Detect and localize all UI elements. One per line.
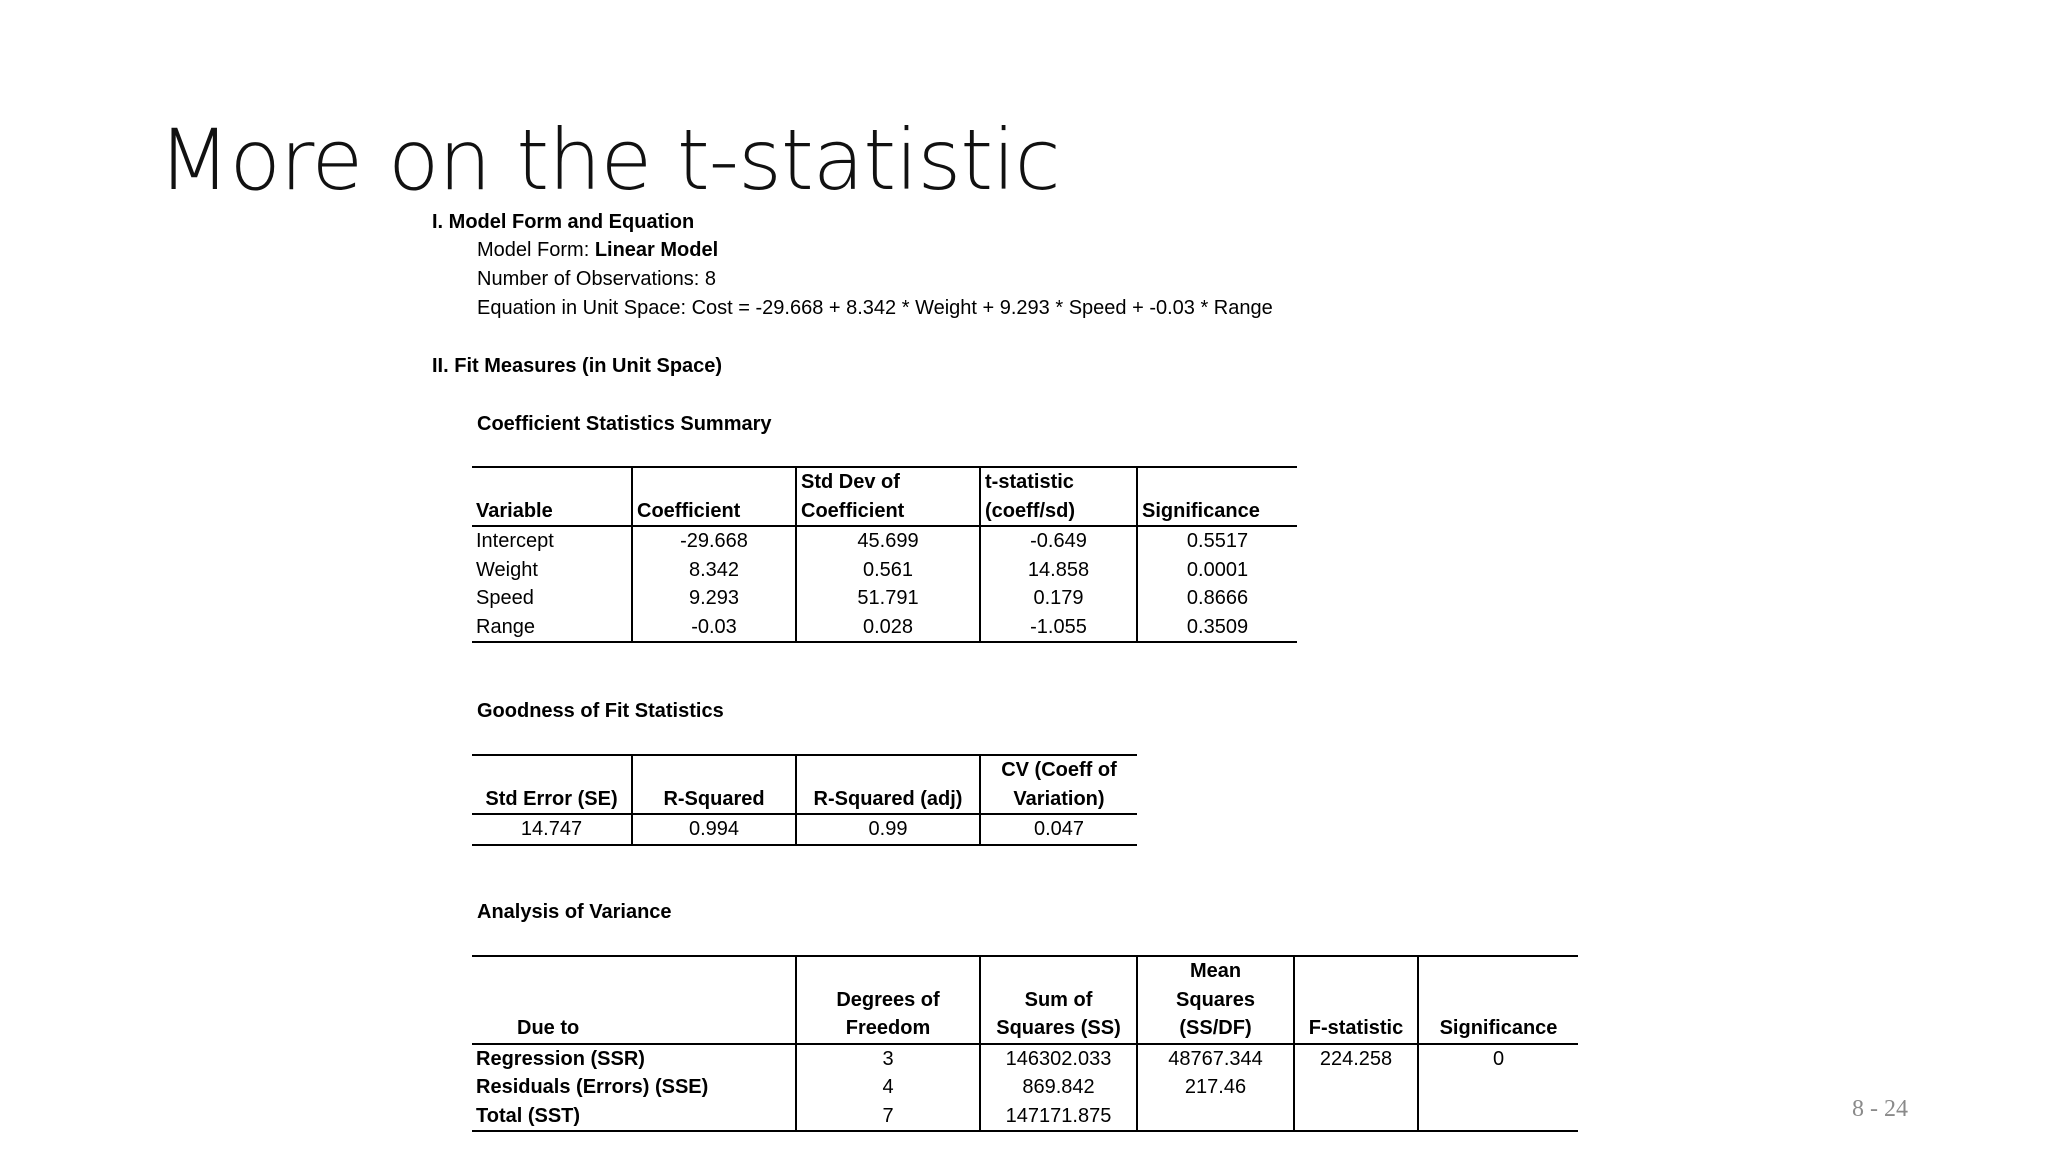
anova-cell-ms: 48767.344 bbox=[1137, 1044, 1294, 1074]
section2-heading: II. Fit Measures (in Unit Space) bbox=[432, 355, 723, 377]
table-row bbox=[472, 556, 1297, 585]
fit-table-title: Goodness of Fit Statistics bbox=[477, 700, 724, 722]
anova-table bbox=[472, 955, 1578, 1132]
coef-cell-coefficient: 8.342 bbox=[632, 556, 796, 585]
coef-cell-significance: 0.3509 bbox=[1186, 615, 1249, 638]
fit-header-row bbox=[472, 755, 1137, 814]
coef-header-tstat: t-statistic (coeff/sd) bbox=[980, 467, 1137, 526]
table-row bbox=[472, 526, 1297, 556]
anova-cell-ss: 869.842 bbox=[980, 1073, 1137, 1102]
goodness-of-fit-table bbox=[472, 754, 1137, 846]
anova-table-title: Analysis of Variance bbox=[477, 901, 672, 923]
anova-cell-significance: 0 bbox=[1492, 1047, 1505, 1070]
table-row bbox=[472, 613, 1297, 643]
anova-header-ss: Sum of Squares (SS) bbox=[980, 956, 1137, 1044]
table-row bbox=[472, 1073, 1578, 1102]
slide-title: More on the t-statistic bbox=[158, 111, 1060, 209]
anova-cell-ss: 146302.033 bbox=[980, 1044, 1137, 1074]
fit-cell-cv: 0.047 bbox=[1033, 818, 1085, 840]
coefficient-table bbox=[472, 466, 1297, 643]
anova-header-f: F-statistic bbox=[1294, 956, 1418, 1044]
anova-cell-due-to: Residuals (Errors) (SSE) bbox=[472, 1073, 796, 1102]
anova-cell-ms: 217.46 bbox=[1137, 1073, 1294, 1102]
anova-cell-significance bbox=[1418, 1073, 1578, 1102]
fit-header-cv: CV (Coeff of Variation) bbox=[1001, 759, 1117, 810]
coef-header-row bbox=[472, 467, 1297, 526]
fit-header-rsq: R-Squared bbox=[632, 755, 796, 814]
table-row bbox=[472, 1044, 1578, 1074]
anova-header-row bbox=[472, 956, 1578, 1044]
coef-cell-tstat: -1.055 bbox=[980, 613, 1137, 643]
observations-line: Number of Observations: 8 bbox=[477, 268, 716, 290]
section1-heading: I. Model Form and Equation bbox=[432, 211, 695, 233]
anova-cell-due-to: Total (SST) bbox=[472, 1102, 796, 1132]
anova-cell-ms bbox=[1137, 1102, 1294, 1132]
coef-cell-coefficient: -29.668 bbox=[632, 526, 796, 556]
table-row bbox=[472, 814, 1137, 845]
coef-cell-significance: 0.5517 bbox=[1186, 530, 1249, 552]
coef-cell-variable: Range bbox=[472, 613, 632, 643]
table-row bbox=[472, 1102, 1578, 1132]
anova-header-due-to: Due to bbox=[472, 956, 796, 1044]
coef-header-variable: Variable bbox=[472, 467, 632, 526]
page-number: 8 - 24 bbox=[1852, 1096, 1908, 1122]
coef-table-title: Coefficient Statistics Summary bbox=[477, 413, 772, 435]
coef-cell-stddev: 0.028 bbox=[796, 613, 980, 643]
coef-cell-tstat: 14.858 bbox=[980, 556, 1137, 585]
anova-cell-f bbox=[1294, 1102, 1418, 1132]
anova-cell-f: 224.258 bbox=[1294, 1044, 1418, 1074]
coef-cell-variable: Speed bbox=[472, 584, 632, 613]
anova-cell-df: 4 bbox=[796, 1073, 980, 1102]
equation-line: Equation in Unit Space: Cost = -29.668 + 8.342 * Weight + 9.293 * Speed + -0.03 * Range bbox=[477, 297, 1273, 319]
coef-header-significance: Significance bbox=[1142, 499, 1260, 522]
model-form-label: Model Form: bbox=[477, 239, 590, 261]
anova-header-df: Degrees of Freedom bbox=[796, 956, 980, 1044]
anova-cell-df: 3 bbox=[796, 1044, 980, 1074]
fit-header-se: Std Error (SE) bbox=[472, 755, 632, 814]
table-row bbox=[472, 584, 1297, 613]
coef-cell-stddev: 51.791 bbox=[796, 584, 980, 613]
coef-cell-variable: Weight bbox=[472, 556, 632, 585]
coef-cell-coefficient: 9.293 bbox=[632, 584, 796, 613]
fit-cell-rsq-adj: 0.99 bbox=[796, 814, 980, 845]
model-form-line bbox=[477, 238, 718, 262]
coef-cell-coefficient: -0.03 bbox=[632, 613, 796, 643]
anova-header-significance: Significance bbox=[1439, 1017, 1558, 1039]
fit-cell-rsq: 0.994 bbox=[632, 814, 796, 845]
anova-cell-due-to: Regression (SSR) bbox=[472, 1044, 796, 1074]
anova-cell-f bbox=[1294, 1073, 1418, 1102]
coef-cell-tstat: 0.179 bbox=[980, 584, 1137, 613]
anova-cell-significance bbox=[1418, 1102, 1578, 1132]
coef-cell-tstat: -0.649 bbox=[980, 526, 1137, 556]
coef-cell-stddev: 45.699 bbox=[796, 526, 980, 556]
coef-header-stddev: Std Dev of Coefficient bbox=[796, 467, 980, 526]
coef-cell-stddev: 0.561 bbox=[796, 556, 980, 585]
anova-cell-df: 7 bbox=[796, 1102, 980, 1132]
coef-header-coefficient: Coefficient bbox=[632, 467, 796, 526]
anova-header-ms: Mean Squares (SS/DF) bbox=[1137, 956, 1294, 1044]
fit-header-rsq-adj: R-Squared (adj) bbox=[796, 755, 980, 814]
coef-cell-variable: Intercept bbox=[472, 526, 632, 556]
fit-cell-se: 14.747 bbox=[472, 814, 632, 845]
anova-cell-ss: 147171.875 bbox=[980, 1102, 1137, 1132]
coef-cell-significance: 0.0001 bbox=[1186, 558, 1249, 581]
model-form-value: Linear Model bbox=[594, 239, 719, 261]
coef-cell-significance: 0.8666 bbox=[1186, 587, 1249, 609]
